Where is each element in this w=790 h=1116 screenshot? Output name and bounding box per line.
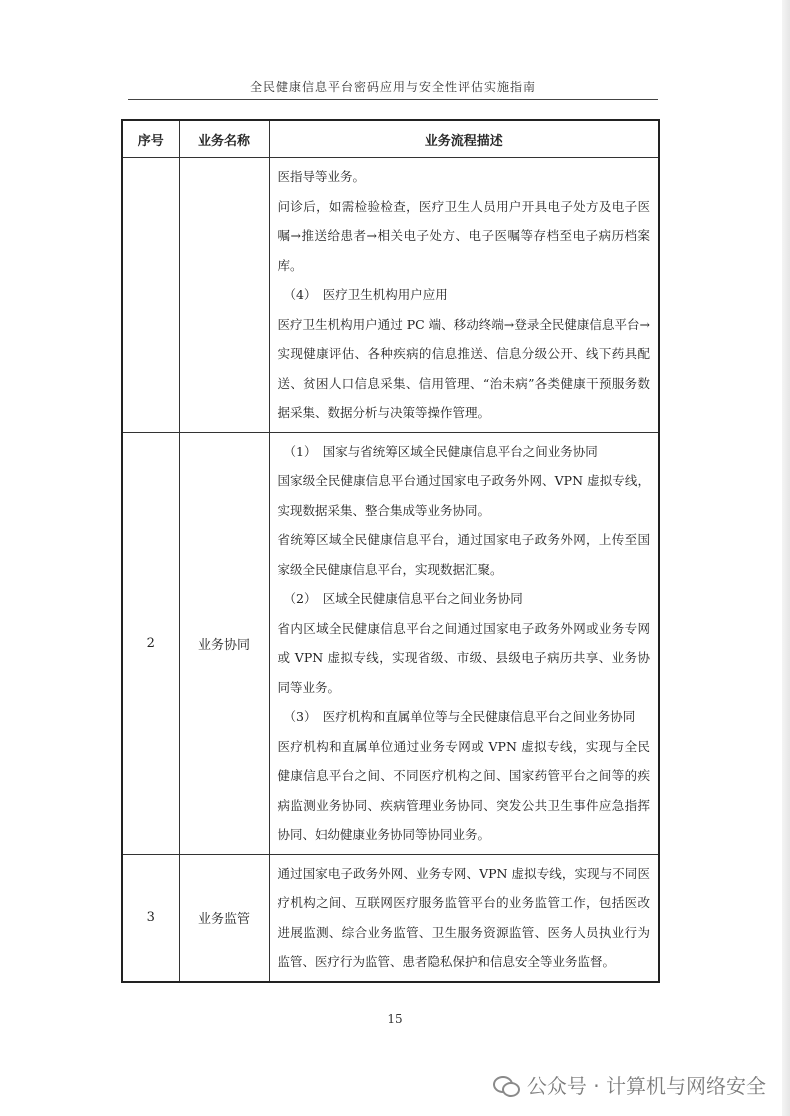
wechat-icon: [493, 1074, 519, 1096]
description-paragraph: 医疗卫生机构用户通过 PC 端、移动终端→登录全民健康信息平台→实现健康评估、各种疾病的信息推送、信息分级公开、线下药具配送、贫困人口信息采集、信用管理、“治未病”各类健康干预服务数据采集、数据分析与决策等操作管理。: [277, 316, 650, 420]
description-paragraph: 省内区域全民健康信息平台之间通过国家电子政务外网或业务专网或 VPN 虚拟专线，实现省级、市级、县级电子病历共享、业务协同等业务。: [277, 620, 650, 695]
description-paragraph: 问诊后，如需检验检查，医疗卫生人员用户开具电子处方及电子医嘱→推送给患者→相关电子处方、电子医嘱等存档至电子病历档案库。: [277, 198, 650, 273]
description-subheading: （2） 区域全民健康信息平台之间业务协同: [283, 591, 523, 606]
column-header-business-name: 业务名称: [179, 120, 269, 158]
description-paragraph: 省统筹区域全民健康信息平台，通过国家电子政务外网，上传至国家级全民健康信息平台，实现数据汇聚。: [277, 532, 650, 577]
page-edge-shadow: [782, 0, 790, 1116]
row-description-cell: [269, 432, 659, 854]
table-row: [122, 432, 659, 854]
row-index-cell: 2: [122, 432, 179, 854]
row-business-name-cell: 业务协同: [179, 432, 269, 854]
row-business-name-cell: [179, 158, 269, 433]
description-paragraph: 医指导等业务。: [277, 169, 366, 184]
description-paragraph: 医疗机构和直属单位通过业务专网或 VPN 虚拟专线，实现与全民健康信息平台之间、不同医疗机构之间、国家药管平台之间等的疾病监测业务协同、疾病管理业务协同、突发公共卫生事件应急指挥协同、妇幼健康业务协同等协同业务。: [277, 738, 650, 842]
header-rule: [128, 99, 658, 100]
table-row: [122, 158, 659, 433]
description-paragraph: 国家级全民健康信息平台通过国家电子政务外网、VPN 虚拟专线，实现数据采集、整合集成等业务协同。: [277, 473, 650, 518]
table-row: [122, 854, 659, 982]
watermark-text: 公众号 · 计算机与网络安全: [526, 1074, 766, 1098]
row-description-cell: [269, 158, 659, 433]
page-number: 15: [387, 1012, 403, 1026]
description-subheading: （3） 医疗机构和直属单位等与全民健康信息平台之间业务协同: [283, 709, 636, 724]
watermark: [493, 1070, 766, 1099]
table-header-row: [122, 120, 659, 158]
row-description-cell: [269, 854, 659, 982]
page-header-title: 全民健康信息平台密码应用与安全性评估实施指南: [249, 80, 536, 94]
row-index-cell: 3: [122, 854, 179, 982]
row-index-cell: [122, 158, 179, 433]
business-process-table: [121, 119, 660, 983]
description-paragraph: 通过国家电子政务外网、业务专网、VPN 虚拟专线，实现与不同医疗机构之间、互联网医疗服务监管平台的业务监管工作，包括医改进展监测、综合业务监管、卫生服务资源监管、医务人员执业行为监管、医疗行为监管、患者隐私保护和信息安全等业务监督。: [277, 865, 650, 969]
column-header-index: 序号: [122, 120, 179, 158]
row-business-name-cell: 业务监管: [179, 854, 269, 982]
description-subheading: （4） 医疗卫生机构用户应用: [283, 287, 448, 302]
description-subheading: （1） 国家与省统筹区域全民健康信息平台之间业务协同: [283, 443, 598, 459]
column-header-process-description: 业务流程描述: [269, 120, 659, 158]
